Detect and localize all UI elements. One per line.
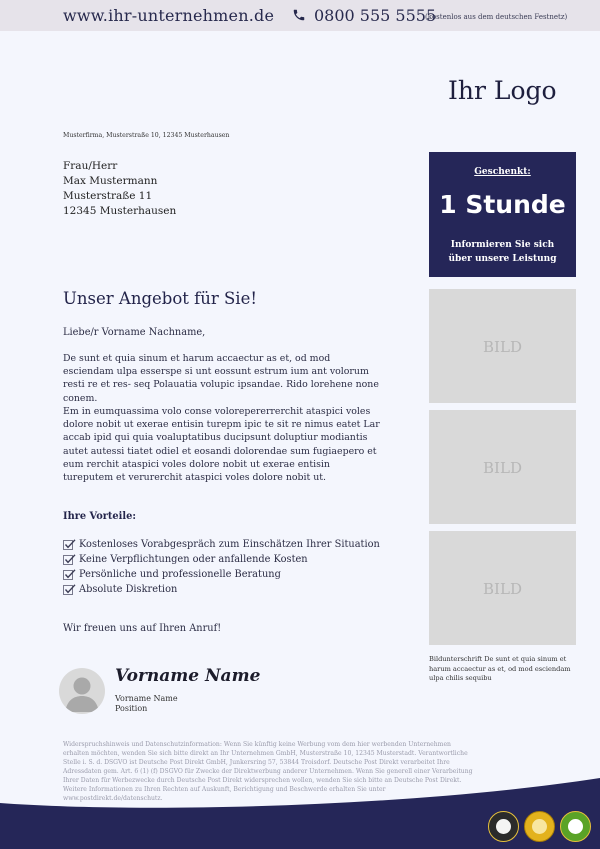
recipient-street: Musterstraße 11 <box>63 190 153 202</box>
letter-headline: Unser Angebot für Sie! <box>63 289 257 308</box>
seal-center <box>568 819 583 834</box>
approval-seal-icon <box>560 811 591 842</box>
benefit-text: Absolute Diskretion <box>79 584 178 595</box>
body-paragraph-2: Em in eumquassima volo conse volorepererrerchit ataspici voles dolore nobit ut exerae entisin turepm ipic te sit re nimus eatet Lar accab ipid qui quia voaluptatibus ducipsunt doluptiur modiantis autet autessi tiatet odiel et eosandi dolorendae sum fugiaepero et eum rerchit ataspici voles dolore nobit ut exerae entisin tureputem et verurerchit ataspici voles dolore nobit ut. <box>63 406 380 484</box>
benefits-title: Ihre Vorteile: <box>63 511 136 522</box>
benefit-text: Persönliche und professionelle Beratung <box>79 569 281 580</box>
phone-note: (kostenlos aus dem deutschen Festnetz) <box>425 13 568 21</box>
letter-salutation: Liebe/r Vorname Nachname, <box>63 327 206 338</box>
phone-number[interactable]: 0800 555 5555 <box>314 6 437 25</box>
promo-subtext-line1: Informieren Sie sich <box>450 240 555 250</box>
promo-headline: 1 Stunde <box>439 190 566 219</box>
benefit-text: Kostenloses Vorabgespräch zum Einschätzen Ihrer Situation <box>79 539 380 550</box>
checkmark-icon <box>63 539 76 550</box>
top-bar <box>0 0 600 31</box>
benefits-list <box>63 537 380 597</box>
image-placeholder <box>429 410 576 524</box>
body-paragraph-1: De sunt et quia sinum et harum accaectur as et, od mod esciendam ulpa esserspe si unt eossunt estrum ium ant volorum resti re et res- seq Polauatia volupic ipsandae. Rido lorehene none conem. <box>63 353 379 404</box>
benefit-item <box>63 567 380 582</box>
award-seal-icon <box>524 811 555 842</box>
certification-seal-icon <box>488 811 519 842</box>
seal-center <box>532 819 547 834</box>
promo-box <box>429 152 576 277</box>
benefit-text: Keine Verpflichtungen oder anfallende Kosten <box>79 554 308 565</box>
person-icon <box>59 668 105 714</box>
website-link[interactable]: www.ihr-unternehmen.de <box>63 6 275 25</box>
signer-name: Vorname Name <box>115 694 178 703</box>
recipient-salutation: Frau/Herr <box>63 160 118 172</box>
image-caption: Bildunterschrift De sunt et quia sinum et harum accaectur as et, od mod esciendam ulpa chilis sequibu <box>429 655 571 682</box>
checkmark-icon <box>63 554 76 565</box>
company-logo: Ihr Logo <box>448 76 557 105</box>
image-placeholder-label: BILD <box>483 459 522 477</box>
image-placeholder <box>429 289 576 403</box>
promo-subtext-line2: über unsere Leistung <box>448 254 557 264</box>
checkmark-icon <box>63 584 76 595</box>
image-placeholder-label: BILD <box>483 580 522 598</box>
privacy-disclaimer: Widerspruchshinweis und Datenschutzinformation: Wenn Sie künftig keine Werbung vom dem hier werbenden Unternehmen erhalten möchten, wenden Sie sich bitte direkt an Ihr Unternehmen GmbH, Musterstraße 10, 12345 Musterstadt. Verantwortliche Stelle i. S. d. DSGVO ist Deutsche Post Direkt GmbH, Junkersring 57, 53844 Troisdorf. Deutsche Post Direkt verarbeitet Ihre Adressdaten gem. Art. 6 (1) (f) DSGVO für Zwecke der Direktwerbung anderer Unternehmen. Wenn Sie generell einer Verarbeitung Ihrer Daten für Werbezwecke durch Deutsche Post Direkt widersprechen wollen, wenden Sie sich bitte an Deutsche Post Direkt. Weitere Informationen zu Ihren Rechten auf Auskunft, Berichtigung und Beschwerde erhalten Sie unter www.postdirekt.de/datenschutz. <box>63 741 473 802</box>
handwritten-signature: Vorname Name <box>115 666 261 686</box>
image-placeholder-label: BILD <box>483 338 522 356</box>
avatar <box>59 668 105 714</box>
benefit-item <box>63 582 380 597</box>
seal-center <box>496 819 511 834</box>
promo-label: Geschenkt: <box>474 167 531 177</box>
benefit-item <box>63 552 380 567</box>
signer-position: Position <box>115 704 148 713</box>
image-placeholder <box>429 531 576 645</box>
promo-subtext <box>429 238 576 266</box>
recipient-address <box>63 159 176 219</box>
recipient-name: Max Mustermann <box>63 175 158 187</box>
sender-address-line: Musterfirma, Musterstraße 10, 12345 Musterhausen <box>63 132 230 139</box>
checkmark-icon <box>63 569 76 580</box>
recipient-city: 12345 Musterhausen <box>63 205 177 217</box>
closing-line: Wir freuen uns auf Ihren Anruf! <box>63 623 222 634</box>
phone-icon <box>292 8 306 22</box>
benefit-item <box>63 537 380 552</box>
